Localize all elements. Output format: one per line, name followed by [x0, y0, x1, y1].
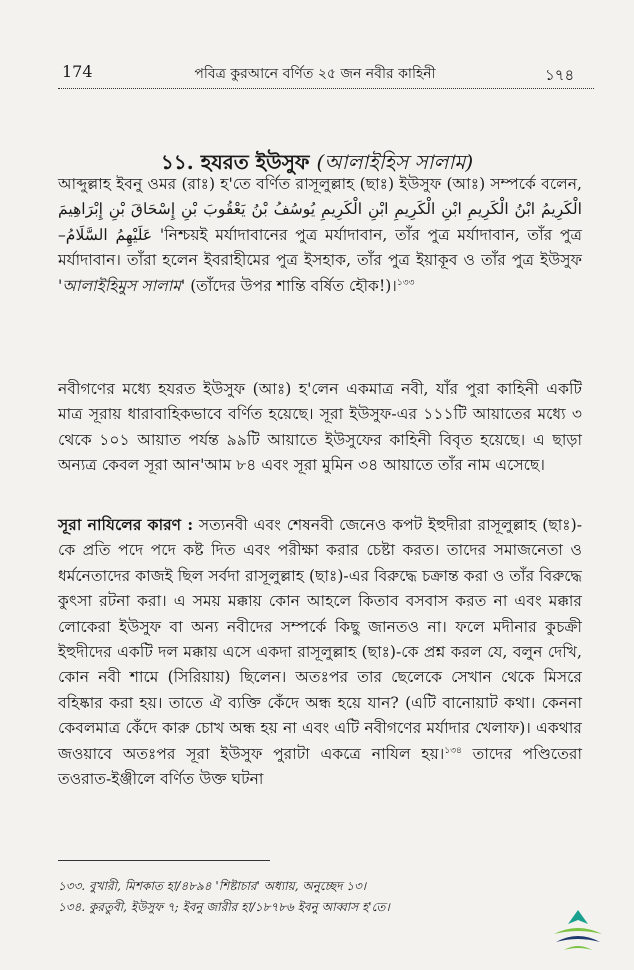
page-number-latin: 174 [62, 62, 93, 81]
arabic-hadith: الْكَرِيمُ ابْنُ الْكَرِيمِ ابْنِ الْكَرِيمِ ابْنِ الْكَرِيمِ يُوسُفُ بْنُ يَعْقُوبَ بْنِ إِسْحَاقَ بْنِ إِبْرَاهِيمَ عَلَيْهِمُ السَّلَامُ– [58, 200, 582, 244]
footnote-ref-134: ১৩৪ [444, 745, 462, 756]
chapter-title-main: ১১. হযরত ইউসুফ [160, 150, 310, 174]
footnote-133: ১৩৩. বুখারী, মিশকাত হা/৪৮৯৪ 'শিষ্টাচার' অধ্যায়, অনুচ্ছেদ ১৩। [58, 879, 367, 893]
chapter-title-suffix: (আলাইহিস সালাম) [316, 150, 474, 174]
header-divider [58, 88, 594, 89]
running-title: পবিত্র কুরআনে বর্ণিত ২৫ জন নবীর কাহিনী [194, 66, 436, 82]
footnote-divider [58, 860, 270, 861]
footnote-134: ১৩৪. কুরতুবী, ইউসুফ ৭; ইবনু জারীর হা/১৮৭৮৬ ইবনু আব্বাস হ'তে। [58, 900, 390, 914]
para1-text-3: (তাঁদের উপর শান্তি বর্ষিত হৌক!)। [190, 276, 397, 295]
page-number-bengali: ১৭৪ [545, 66, 575, 84]
publisher-logo-icon [550, 908, 606, 954]
para1-text-2: 'নিশ্চয়ই মর্যাদাবানের পুত্র মর্যাদাবান, তাঁর পুত্র মর্যাদাবান, তাঁর পুত্র মর্যাদাবান। তাঁরা হলেন ইবরাহীমের পুত্র ইসহাক, তাঁর পুত্র ইয়াকূব ও তাঁর পুত্র ইউসুফ [58, 225, 582, 270]
paragraph-revelation-reason [58, 512, 582, 792]
para1-italic: 'আলাইহিমুস সালাম' [58, 276, 186, 295]
para1-text-1: আব্দুল্লাহ ইবনু ওমর (রাঃ) হ'তে বর্ণিত রাসূলুল্লাহ (ছাঃ) ইউসুফ (আঃ) সম্পর্কে বলেন, [58, 175, 582, 193]
page-header [0, 62, 634, 86]
section-heading: সূরা নাযিলের কারণ : [58, 515, 194, 534]
footnote-ref-133: ১৩৩ [396, 277, 415, 288]
paragraph-hadith [58, 172, 582, 299]
para3-text-2: তাদের পণ্ডিতেরা তওরাত-ইঞ্জীলে বর্ণিত উক্ত ঘটনা [58, 744, 582, 789]
paragraph-yusuf-story: নবীগণের মধ্যে হযরত ইউসুফ (আঃ) হ'লেন একমাত্র নবী, যাঁর পুরা কাহিনী একটি মাত্র সূরায় ধারাবাহিকভাবে বর্ণিত হয়েছে। সূরা ইউসুফ-এর ১১১টি আয়াতের মধ্যে ৩ থেকে ১০১ আয়াত পর্যন্ত ৯৯টি আয়াতে ইউসুফের কাহিনী বিবৃত হয়েছে। এ ছাড়া অন্যত্র কেবল সূরা আন'আম ৮৪ এবং সূরা মুমিন ৩৪ আয়াতে তাঁর নাম এসেছে। [58, 380, 582, 475]
para3-text-1: সত্যনবী এবং শেষনবী জেনেও কপট ইহুদীরা রাসূলুল্লাহ (ছাঃ)-কে প্রতি পদে পদে কষ্ট দিত এবং পরীক্ষা করার চেষ্টা করত। তাদের সমাজনেতা ও ধর্মনেতাদের কাজই ছিল সর্বদা রাসূলুল্লাহ (ছাঃ)-এর বিরুদ্ধে চক্রান্ত করা ও তাঁর বিরুদ্ধে কুৎসা রটনা করা। এ সময় মক্কায় কোন আহলে কিতাব বসবাস করত না এবং মক্কার লোকেরা ইউসুফ বা অন্য নবীদের সম্পর্কে কিছু জানতও না। ফলে মদীনার কুচক্রী ইহুদীদের একটি দল মক্কায় এসে একদা রাসূলুল্লাহ (ছাঃ)-কে প্রশ্ন করল যে, বলুন দেখি, কোন নবী শামে (সিরিয়ায়) ছিলেন। অতঃপর তার ছেলেকে সেখান থেকে মিসরে বহিষ্কার করা হয়। তাতে ঐ ব্যক্তি কেঁদে অন্ধ হয়ে যান? (এটি বানোয়াট কথা। কেননা কেবলমাত্র কেঁদে কারু চোখ অন্ধ হয় না এবং এটি নবীগণের মর্যাদার খেলাফ)। একথার জওয়াবে অতঃপর সূরা ইউসুফ পুরাটা একত্রে নাযিল হয়। [58, 516, 582, 763]
